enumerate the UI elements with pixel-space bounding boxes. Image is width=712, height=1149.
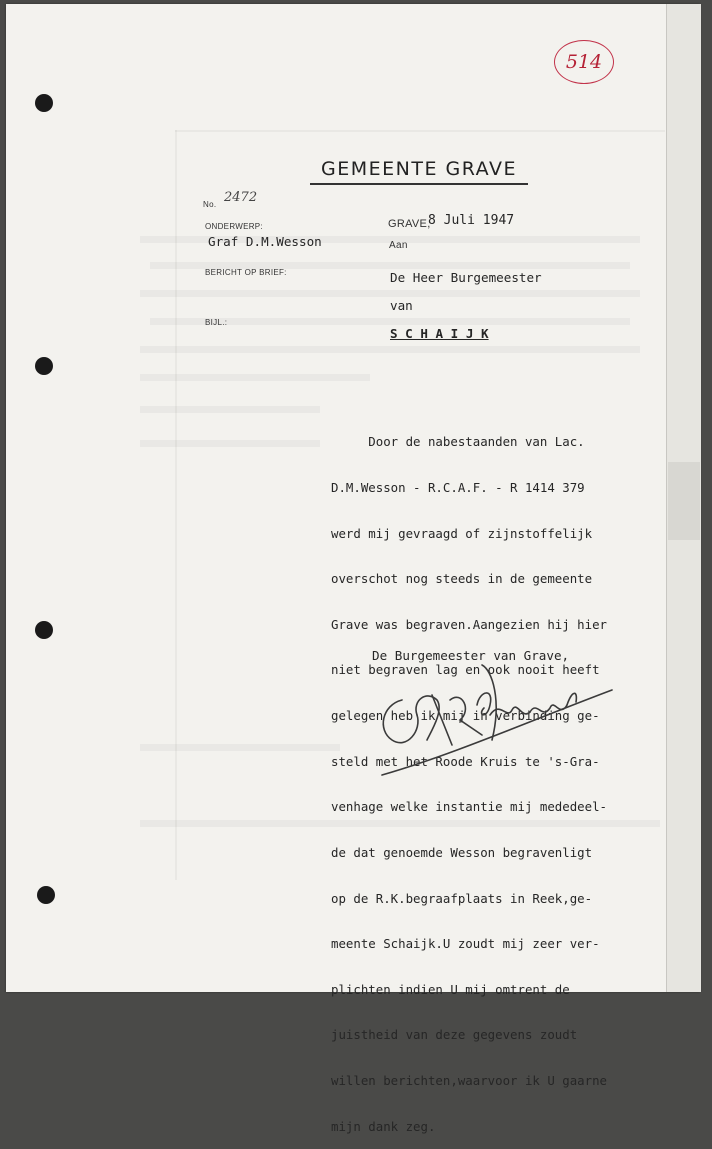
show-through-block bbox=[175, 130, 665, 132]
body-line: werd mij gevraagd of zijnstoffelijk bbox=[331, 525, 593, 541]
body-line: niet begraven lag en ook nooit heeft bbox=[331, 662, 600, 678]
no-label: No. bbox=[203, 200, 217, 209]
body-line: de dat genoemde Wesson begravenligt bbox=[331, 844, 593, 860]
recipient-line-1: De Heer Burgemeester bbox=[390, 270, 542, 285]
recipient-line-3: S C H A I J K bbox=[390, 326, 489, 341]
archive-number-stamp bbox=[554, 40, 614, 84]
show-through-line bbox=[140, 346, 640, 353]
body-line: juistheid van deze gegevens zoudt bbox=[331, 1027, 578, 1043]
body-line: D.M.Wesson - R.C.A.F. - R 1414 379 bbox=[331, 480, 585, 496]
bijlagen-label: BIJL.: bbox=[205, 318, 228, 327]
no-value: 2472 bbox=[224, 190, 258, 205]
closing-line: De Burgemeester van Grave, bbox=[372, 648, 570, 663]
show-through-line bbox=[140, 290, 640, 297]
body-line: overschot nog steeds in de gemeente bbox=[331, 571, 593, 587]
body-line: venhage welke instantie mij mededeel- bbox=[331, 799, 608, 815]
show-through-line bbox=[140, 374, 370, 381]
bericht-label: BERICHT OP BRIEF: bbox=[205, 268, 287, 277]
place-label: GRAVE, bbox=[388, 218, 431, 230]
aan-label: Aan bbox=[389, 240, 408, 251]
onderwerp-label: ONDERWERP: bbox=[205, 222, 263, 231]
show-through-line bbox=[140, 744, 340, 751]
letter-date: 8 Juli 1947 bbox=[428, 213, 515, 228]
show-through-line bbox=[140, 406, 320, 413]
body-line: steld met het Roode Kruis te 's-Gra- bbox=[331, 753, 600, 769]
punch-hole bbox=[35, 621, 53, 639]
letterhead-title: GEMEENTE GRAVE bbox=[310, 158, 528, 185]
archive-number: 514 bbox=[565, 51, 603, 73]
punch-hole bbox=[35, 357, 53, 375]
punch-hole bbox=[37, 886, 55, 904]
onderwerp-value: Graf D.M.Wesson bbox=[208, 234, 322, 249]
body-line: Door de nabestaanden van Lac. bbox=[331, 434, 585, 450]
page-edge-notch bbox=[668, 462, 700, 540]
punch-hole bbox=[35, 94, 53, 112]
recipient-line-2: van bbox=[390, 298, 413, 313]
body-line: mijn dank zeg. bbox=[331, 1118, 436, 1134]
body-line: gelegen heb ik mij in verbinding ge- bbox=[331, 708, 600, 724]
body-line: willen berichten,waarvoor ik U gaarne bbox=[331, 1072, 608, 1088]
body-line: meente Schaijk.U zoudt mij zeer ver- bbox=[331, 936, 600, 952]
body-line: op de R.K.begraafplaats in Reek,ge- bbox=[331, 890, 593, 906]
signature bbox=[372, 660, 622, 780]
body-line: plichten indien U mij omtrent de bbox=[331, 981, 570, 997]
body-line: Grave was begraven.Aangezien hij hier bbox=[331, 616, 608, 632]
show-through-line bbox=[140, 440, 320, 447]
